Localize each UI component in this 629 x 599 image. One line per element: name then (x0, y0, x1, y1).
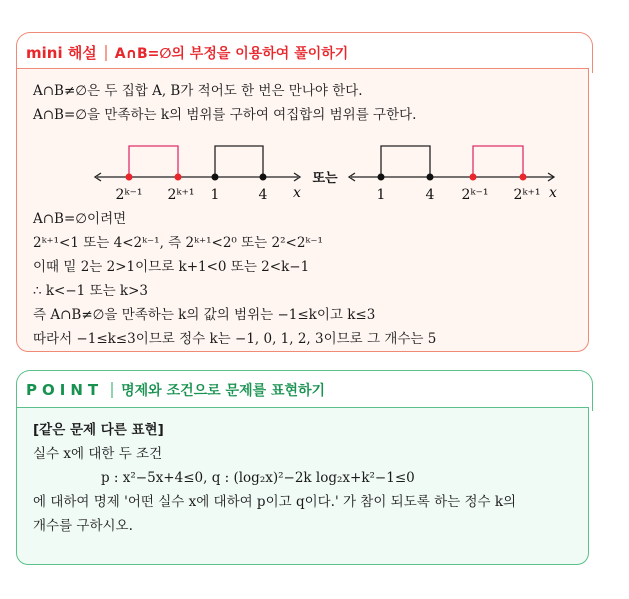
solution-line: 즉 A∩B≠∅을 만족하는 k의 값의 범위는 −1≤k이고 k≤3 (33, 307, 376, 323)
point-header (26, 380, 325, 400)
point-subtitle: [같은 문제 다른 표현] (33, 422, 164, 438)
point-body (16, 407, 589, 565)
axis-label: x (549, 185, 557, 201)
tick-label: 4 (425, 187, 435, 203)
intro-line: A∩B≠∅은 두 집합 A, B가 적어도 한 번은 만나야 한다. (33, 83, 363, 99)
problem-formula: p : x²−5x+4≤0, q : (log₂x)²−2k log₂x+k²−1≤0 (101, 470, 415, 486)
solution-line: 2ᵏ⁺¹<1 또는 4<2ᵏ⁻¹, 즉 2ᵏ⁺¹<2⁰ 또는 2²<2ᵏ⁻¹ (33, 235, 323, 251)
axis-label: x (293, 185, 301, 201)
solution-line: 따라서 −1≤k≤3이므로 정수 k는 −1, 0, 1, 2, 3이므로 그 개수는 5 (33, 331, 437, 347)
tick-label: 2ᵏ⁻¹ (115, 187, 143, 203)
solution-line: A∩B=∅이려면 (33, 211, 127, 227)
tick-label: 2ᵏ⁻¹ (461, 187, 489, 203)
problem-line: 에 대하여 명제 '어떤 실수 x에 대하여 p이고 q이다.' 가 참이 되도록 하는 정수 k의 (33, 494, 517, 510)
problem-line: 개수를 구하시오. (33, 518, 133, 534)
tick-label: 2ᵏ⁺¹ (513, 187, 541, 203)
intro-line: A∩B=∅을 만족하는 k의 범위를 구하여 여집합의 범위를 구한다. (33, 107, 417, 123)
tick-label: 1 (376, 187, 386, 203)
solution-line: ∴ k<−1 또는 k>3 (33, 283, 149, 299)
solution-line: 이때 밑 2는 2>1이므로 k+1<0 또는 2<k−1 (33, 259, 310, 275)
mini-tag: mini 해설 (26, 44, 97, 62)
number-lines (33, 127, 573, 207)
tick-label: 1 (210, 187, 220, 203)
tick-label: 4 (258, 187, 268, 203)
or-label: 또는 (312, 171, 338, 186)
point-tag: POINT (26, 381, 104, 399)
mini-header (26, 42, 348, 63)
mini-body (16, 68, 589, 352)
problem-line: 실수 x에 대한 두 조건 (33, 446, 163, 462)
mini-title: A∩B=∅의 부정을 이용하여 풀이하기 (114, 45, 349, 62)
divider (111, 382, 113, 398)
point-title: 명제와 조건으로 문제를 표현하기 (121, 383, 326, 399)
number-line-diagram (33, 127, 572, 207)
tick-label: 2ᵏ⁺¹ (167, 187, 195, 203)
divider (105, 45, 107, 61)
